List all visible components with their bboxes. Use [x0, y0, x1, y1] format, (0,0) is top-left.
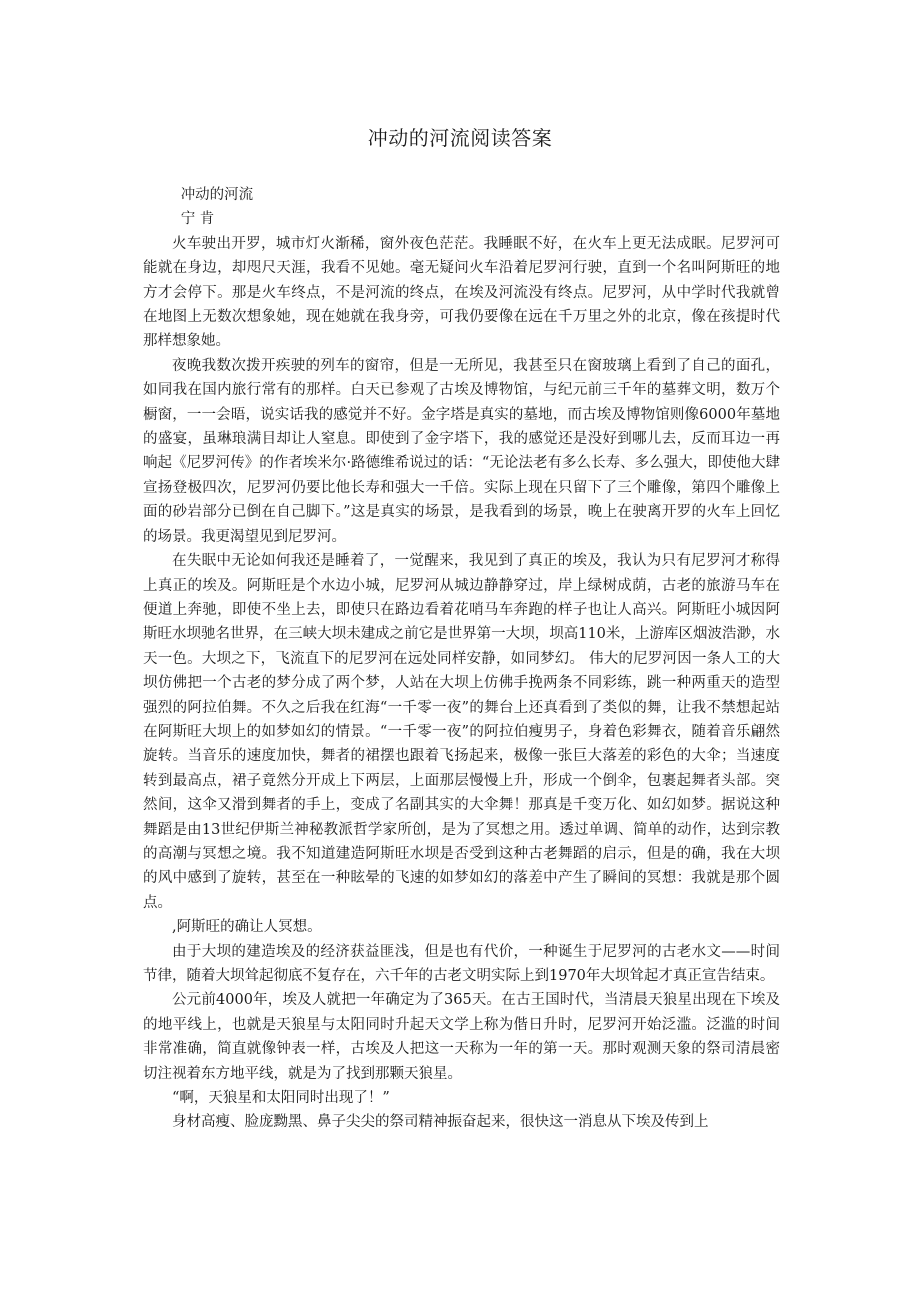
article-author: 宁 肯: [180, 211, 215, 228]
paragraph: “啊，天狼星和太阳同时出现了！”: [172, 1090, 390, 1107]
document-title: 冲动的河流阅读答案: [367, 126, 553, 150]
paragraph: 夜晚我数次拨开疾驶的列车的窗帘，但是一无所见，我甚至只在窗玻璃上看到了自己的面孔，如同我在国内旅行常有的那样。白天已参观了古埃及博物馆，与纪元前三千年的墓葬文明，数万个橱窗，一一会晤，说实话我的感觉并不好。金字塔是真实的墓地，而古埃及博物馆则像6000年墓地的盛宴，虽琳琅满目却让人窒息。即使到了金字塔下，我的感觉还是没好到哪儿去，反而耳边一再响起《尼罗河传》的作者埃米尔·路德维希说过的话：“无论法老有多么长寿、多么强大，即使他大肆宣扬登极四次，尼罗河仍要比他长寿和强大一千倍。实际上现在只留下了三个雕像，第四个雕像上面的砂岩部分已倒在自己脚下。”这是真实的场景，是我看到的场景，晚上在驶离开罗的火车上回忆的场景。我更渴望见到尼罗河。: [143, 357, 780, 545]
paragraph: 火车驶出开罗，城市灯火渐稀，窗外夜色茫茫。我睡眠不好，在火车上更无法成眠。尼罗河可能就在身边，却咫尺天涯，我看不见她。毫无疑问火车沿着尼罗河行驶，直到一个名叫阿斯旺的地方才会停下。那是火车终点，不是河流的终点，在埃及河流没有终点。尼罗河，从中学时代我就曾在地图上无数次想象她，现在她就在我身旁，可我仍要像在远在千万里之外的北京，像在孩提时代那样想象她。: [143, 235, 780, 350]
article-body: [143, 183, 780, 1135]
paragraph: 公元前4000年，埃及人就把一年确定为了365天。在古王国时代，当清晨天狼星出现在下埃及的地平线上，也就是天狼星与太阳同时升起天文学上称为偕日升时，尼罗河开始泛滥。泛滥的时间非常准确，简直就像钟表一样，古埃及人把这一天称为一年的第一天。那时观测天象的祭司清晨密切注视着东方地平线，就是为了找到那颗天狼星。: [143, 992, 780, 1082]
paragraph: 由于大坝的建造埃及的经济获益匪浅，但是也有代价，一种诞生于尼罗河的古老水文——时间节律，随着大坝耸起彻底不复存在，六千年的古老文明实际上到1970年大坝耸起才真正宣告结束。: [143, 943, 780, 984]
paragraph: ,阿斯旺的确让人冥想。: [172, 919, 322, 936]
paragraph: 身材高瘦、脸庞黝黑、鼻子尖尖的祭司精神振奋起来，很快这一消息从下埃及传到上: [172, 1114, 709, 1131]
article-subtitle: 冲动的河流: [180, 187, 254, 203]
paragraph: 在失眠中无论如何我还是睡着了，一觉醒来，我见到了真正的埃及，我认为只有尼罗河才称得上真正的埃及。阿斯旺是个水边小城，尼罗河从城边静静穿过，岸上绿树成荫，古老的旅游马车在便道上奔驰，即使不坐上去，即使只在路边看着花哨马车奔跑的样子也让人高兴。阿斯旺小城因阿斯旺水坝驰名世界，在三峡大坝未建成之前它是世界第一大坝，坝高110米，上游库区烟波浩渺，水天一色。大坝之下，飞流直下的尼罗河在远处同样安静，如同梦幻。 伟大的尼罗河因一条人工的大坝仿佛把一个古老的梦分成了两个梦，人站在大坝上仿佛手挽两条不同彩练，跳一种两重天的造型强烈的阿拉伯舞。不久之后我在红海“一千零一夜”的舞台上还真看到了类似的舞，让我不禁想起站在阿斯旺大坝上的如梦如幻的情景。“一千零一夜”的阿拉伯瘦男子，身着色彩舞衣，随着音乐翩然旋转。当音乐的速度加快，舞者的裙摆也跟着飞扬起来，极像一张巨大落差的彩色的大伞；当速度转到最高点，裙子竟然分开成上下两层，上面那层慢慢上升，形成一个倒伞，包裹起舞者头部。突然间，这伞又滑到舞者的手上，变成了名副其实的大伞舞！那真是千变万化、如幻如梦。据说这种舞蹈是由13世纪伊斯兰神秘教派哲学家所创，是为了冥想之用。透过单调、简单的动作，达到宗教的高潮与冥想之境。我不知道建造阿斯旺水坝是否受到这种古老舞蹈的启示，但是的确，我在大坝的风中感到了旋转，甚至在一种眩晕的飞速的如梦如幻的落差中产生了瞬间的冥想：我就是那个圆点。: [143, 553, 780, 911]
